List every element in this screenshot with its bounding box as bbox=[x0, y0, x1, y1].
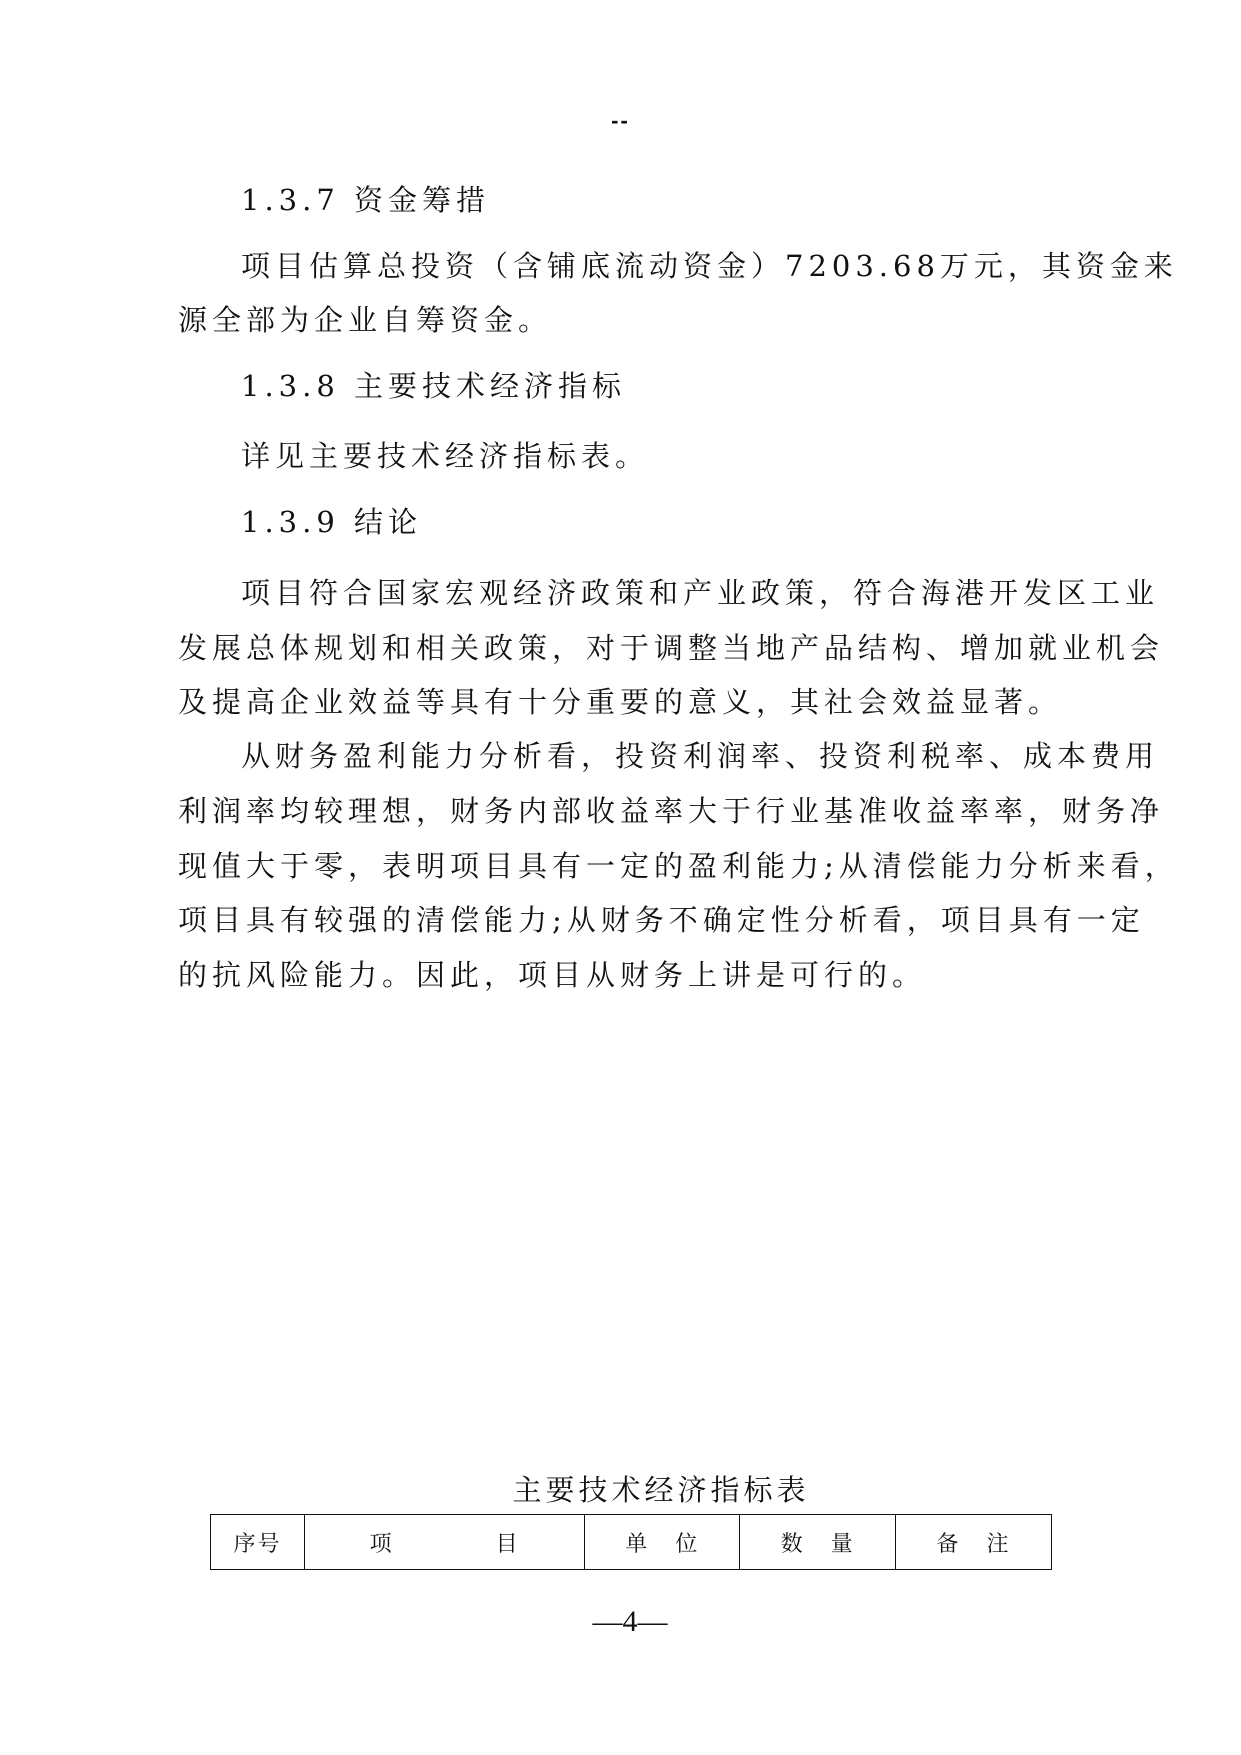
paragraph-funding-line-1: 项目估算总投资（含铺底流动资金）7203.68万元，其资金来 bbox=[241, 249, 1178, 283]
header-note-char-1: 备 bbox=[936, 1531, 970, 1557]
header-item-char-1: 项 bbox=[369, 1531, 441, 1557]
header-seq bbox=[211, 1515, 305, 1570]
header-quantity-char-1: 数 bbox=[780, 1531, 814, 1557]
header-note-char-2: 注 bbox=[986, 1531, 1011, 1557]
header-note bbox=[896, 1515, 1052, 1570]
paragraph-financial-line-3: 现值大于零，表明项目具有一定的盈利能力;从清偿能力分析来看， bbox=[178, 849, 1179, 883]
header-unit bbox=[585, 1515, 740, 1570]
paragraph-conclusion-line-2: 发展总体规划和相关政策，对于调整当地产品结构、增加就业机会 bbox=[178, 631, 1165, 665]
section-heading-1-3-9: 1.3.9 结论 bbox=[241, 505, 423, 539]
table-caption: 主要技术经济指标表 bbox=[512, 1473, 810, 1507]
header-unit-char-1: 单 bbox=[625, 1531, 658, 1557]
paragraph-conclusion-line-1: 项目符合国家宏观经济政策和产业政策，符合海港开发区工业 bbox=[241, 576, 1160, 610]
paragraph-financial-line-2: 利润率均较理想，财务内部收益率大于行业基准收益率率，财务净 bbox=[178, 794, 1165, 828]
paragraph-financial-line-5: 的抗风险能力。因此，项目从财务上讲是可行的。 bbox=[178, 958, 927, 992]
section-heading-1-3-7: 1.3.7 资金筹措 bbox=[241, 183, 491, 217]
header-quantity bbox=[740, 1515, 896, 1570]
header-seq-label: 序号 bbox=[233, 1531, 282, 1557]
section-heading-1-3-8: 1.3.8 主要技术经济指标 bbox=[241, 369, 627, 403]
header-mark: -- bbox=[611, 108, 630, 133]
header-item-label bbox=[370, 1527, 520, 1558]
page-number: —4— bbox=[592, 1605, 668, 1638]
header-note-label bbox=[937, 1527, 1011, 1558]
paragraph-conclusion-line-3: 及提高企业效益等具有十分重要的意义，其社会效益显著。 bbox=[178, 685, 1063, 719]
header-quantity-char-2: 量 bbox=[830, 1531, 855, 1557]
paragraph-financial-line-4: 项目具有较强的清偿能力;从财务不确定性分析看，项目具有一定 bbox=[178, 903, 1145, 937]
paragraph-financial-line-1: 从财务盈利能力分析看，投资利润率、投资利税率、成本费用 bbox=[241, 739, 1160, 773]
paragraph-indicator-ref: 详见主要技术经济指标表。 bbox=[241, 439, 650, 473]
header-item-char-2: 目 bbox=[495, 1531, 520, 1557]
indicator-table bbox=[210, 1514, 1052, 1570]
header-unit-label bbox=[625, 1527, 699, 1558]
header-item bbox=[305, 1515, 585, 1570]
table-header-row bbox=[211, 1515, 1052, 1570]
header-quantity-label bbox=[781, 1527, 855, 1558]
paragraph-funding-line-2: 源全部为企业自筹资金。 bbox=[178, 303, 553, 337]
header-unit-char-2: 位 bbox=[675, 1531, 700, 1557]
